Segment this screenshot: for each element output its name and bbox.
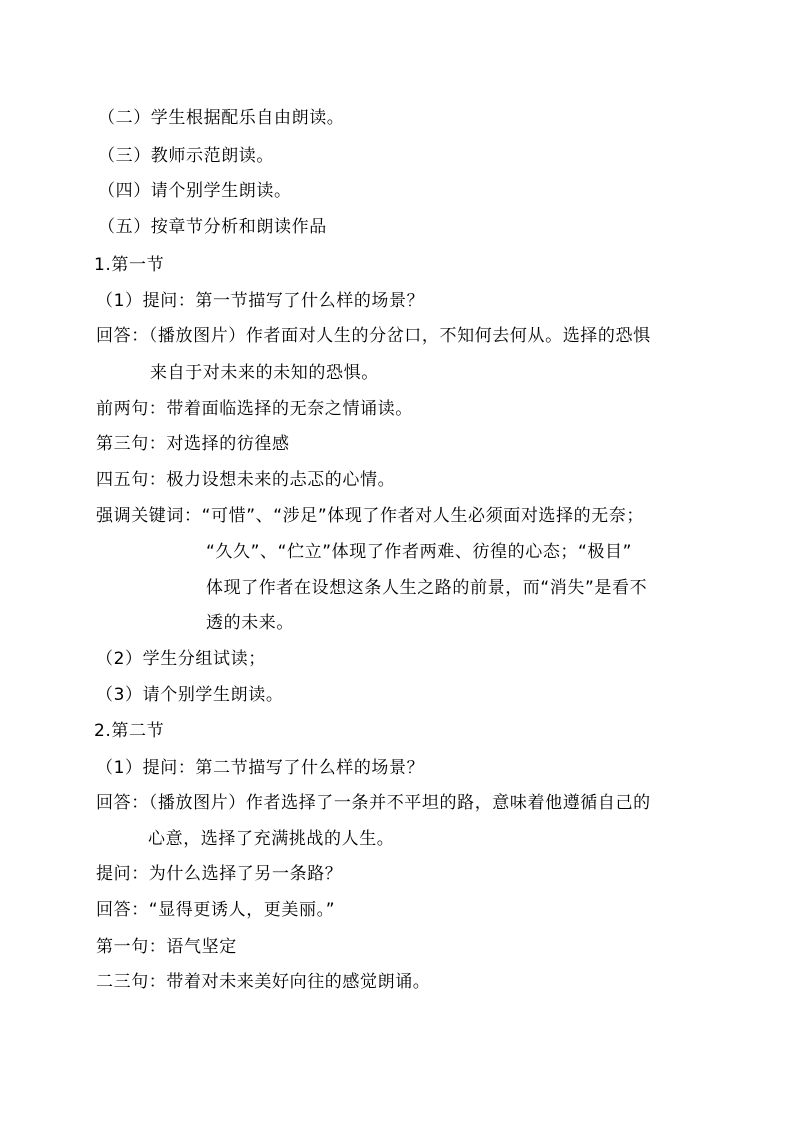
- text-line: 强调关键词：“可惜”、“涉足”体现了作者对人生必须面对选择的无奈；: [96, 506, 645, 526]
- text-line: （二）学生根据配乐自由朗读。: [98, 108, 345, 128]
- text-line: 回答：“显得更诱人，更美丽。”: [96, 900, 336, 920]
- text-line: （2）学生分组试读；: [96, 649, 266, 669]
- text-line: 第三句：对选择的彷徨感: [96, 434, 290, 454]
- text-line: 体现了作者在设想这条人生之路的前景，而“消失”是看不: [206, 578, 648, 598]
- section-heading: 1.第一节: [94, 255, 165, 275]
- text-line: 四五句：极力设想未来的忐忑的心情。: [96, 470, 396, 490]
- text-line: 前两句：带着面临选择的无奈之情诵读。: [96, 399, 413, 419]
- text-line: （三）教师示范朗读。: [98, 146, 274, 166]
- text-line: （1）提问：第一节描写了什么样的场景？: [96, 291, 425, 311]
- text-line: 来自于对未来的未知的恐惧。: [150, 363, 379, 383]
- text-line: （四）请个别学生朗读。: [98, 181, 292, 201]
- text-line: 提问：为什么选择了另一条路？: [96, 864, 343, 884]
- text-line: 回答：（播放图片）作者面对人生的分岔口，不知何去何从。选择的恐惧: [96, 326, 651, 346]
- text-line: （3）请个别学生朗读。: [96, 685, 284, 705]
- text-line: （五）按章节分析和朗读作品: [98, 217, 327, 237]
- text-line: 透的未来。: [206, 613, 294, 633]
- text-line: 第一句：语气坚定: [96, 937, 237, 957]
- text-line: 二三句：带着对未来美好向往的感觉朗诵。: [96, 972, 431, 992]
- text-line: 回答：（播放图片）作者选择了一条并不平坦的路，意味着他遵循自己的: [96, 793, 651, 813]
- section-heading: 2.第二节: [94, 721, 165, 741]
- text-line: “久久”、“伫立”体现了作者两难、彷徨的心态；“极目”: [206, 542, 633, 562]
- text-line: （1）提问：第二节描写了什么样的场景？: [96, 758, 425, 778]
- text-line: 心意，选择了充满挑战的人生。: [148, 829, 395, 849]
